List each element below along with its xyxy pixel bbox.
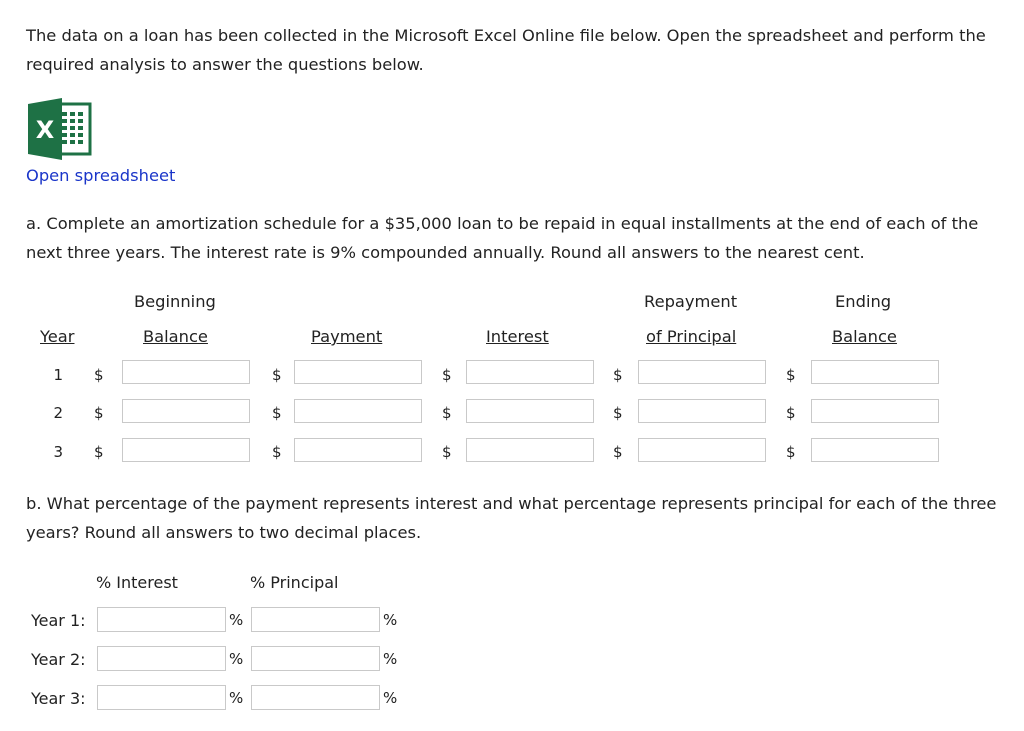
row-1-interest-input[interactable]	[466, 360, 594, 384]
header-repayment-principal: of Principal	[646, 327, 737, 346]
year-3-principal-pct-sign: %	[383, 689, 398, 707]
year-1-pct-interest-input[interactable]	[97, 607, 226, 632]
row-3-principal-input[interactable]	[638, 438, 766, 462]
row-3-beginning-dollar: $	[94, 443, 104, 461]
row-1-beginning-balance-input[interactable]	[122, 360, 250, 384]
row-1-payment-dollar: $	[272, 366, 282, 384]
header-interest: Interest	[486, 327, 549, 346]
open-spreadsheet-link[interactable]: Open spreadsheet	[26, 166, 176, 185]
row-2-beginning-balance-input[interactable]	[122, 399, 250, 423]
pct-row-2-label: Year 2:	[31, 650, 86, 669]
header-ending-balance: Balance	[832, 327, 897, 346]
year-1-pct-principal-input[interactable]	[251, 607, 380, 632]
year-1-principal-pct-sign: %	[383, 611, 398, 629]
header-ending-top: Ending	[835, 292, 892, 311]
part-a-question: a. Complete an amortization schedule for a $35,000 loan to be repaid in equal installments at the end of each of the next three years. The interest rate is 9% compounded annually. Round all answers to the nearest cent.	[26, 214, 979, 262]
header-pct-principal: % Principal	[250, 573, 339, 592]
row-2-principal-dollar: $	[613, 404, 623, 422]
row-3-payment-dollar: $	[272, 443, 282, 461]
row-3-ending-balance-input[interactable]	[811, 438, 939, 462]
header-pct-interest: % Interest	[96, 573, 178, 592]
header-beginning-balance: Balance	[143, 327, 208, 346]
row-1-payment-input[interactable]	[294, 360, 422, 384]
row-1-interest-dollar: $	[442, 366, 452, 384]
excel-icon	[28, 98, 92, 160]
row-3-interest-dollar: $	[442, 443, 452, 461]
year-3-pct-principal-input[interactable]	[251, 685, 380, 710]
row-2-beginning-dollar: $	[94, 404, 104, 422]
row-2-interest-input[interactable]	[466, 399, 594, 423]
row-2-payment-input[interactable]	[294, 399, 422, 423]
header-repayment-top: Repayment	[644, 292, 738, 311]
header-payment: Payment	[311, 327, 383, 346]
row-3-ending-dollar: $	[786, 443, 796, 461]
header-beginning-top: Beginning	[134, 292, 216, 311]
part-b-question: b. What percentage of the payment represents interest and what percentage represents principal for each of the three years? Round all answers to two decimal places.	[26, 494, 997, 542]
intro-text: The data on a loan has been collected in the Microsoft Excel Online file below. Open the spreadsheet and perform the required analysis to answer the questions below.	[26, 26, 986, 74]
row-2-principal-input[interactable]	[638, 399, 766, 423]
year-3-interest-pct-sign: %	[229, 689, 244, 707]
row-1-principal-dollar: $	[613, 366, 623, 384]
year-1-interest-pct-sign: %	[229, 611, 244, 629]
year-2-pct-principal-input[interactable]	[251, 646, 380, 671]
row-3-year: 3	[53, 443, 63, 461]
pct-row-1-label: Year 1:	[31, 611, 86, 630]
row-1-ending-dollar: $	[786, 366, 796, 384]
row-3-principal-dollar: $	[613, 443, 623, 461]
year-3-pct-interest-input[interactable]	[97, 685, 226, 710]
row-3-beginning-balance-input[interactable]	[122, 438, 250, 462]
row-2-payment-dollar: $	[272, 404, 282, 422]
row-1-year: 1	[53, 366, 63, 384]
header-year: Year	[40, 327, 75, 346]
excel-icon-letter: X	[35, 116, 55, 144]
row-2-interest-dollar: $	[442, 404, 452, 422]
row-3-payment-input[interactable]	[294, 438, 422, 462]
year-2-interest-pct-sign: %	[229, 650, 244, 668]
row-2-year: 2	[53, 404, 63, 422]
row-2-ending-balance-input[interactable]	[811, 399, 939, 423]
row-3-interest-input[interactable]	[466, 438, 594, 462]
year-2-pct-interest-input[interactable]	[97, 646, 226, 671]
row-1-principal-input[interactable]	[638, 360, 766, 384]
row-1-ending-balance-input[interactable]	[811, 360, 939, 384]
row-2-ending-dollar: $	[786, 404, 796, 422]
row-1-beginning-dollar: $	[94, 366, 104, 384]
year-2-principal-pct-sign: %	[383, 650, 398, 668]
pct-row-3-label: Year 3:	[31, 689, 86, 708]
